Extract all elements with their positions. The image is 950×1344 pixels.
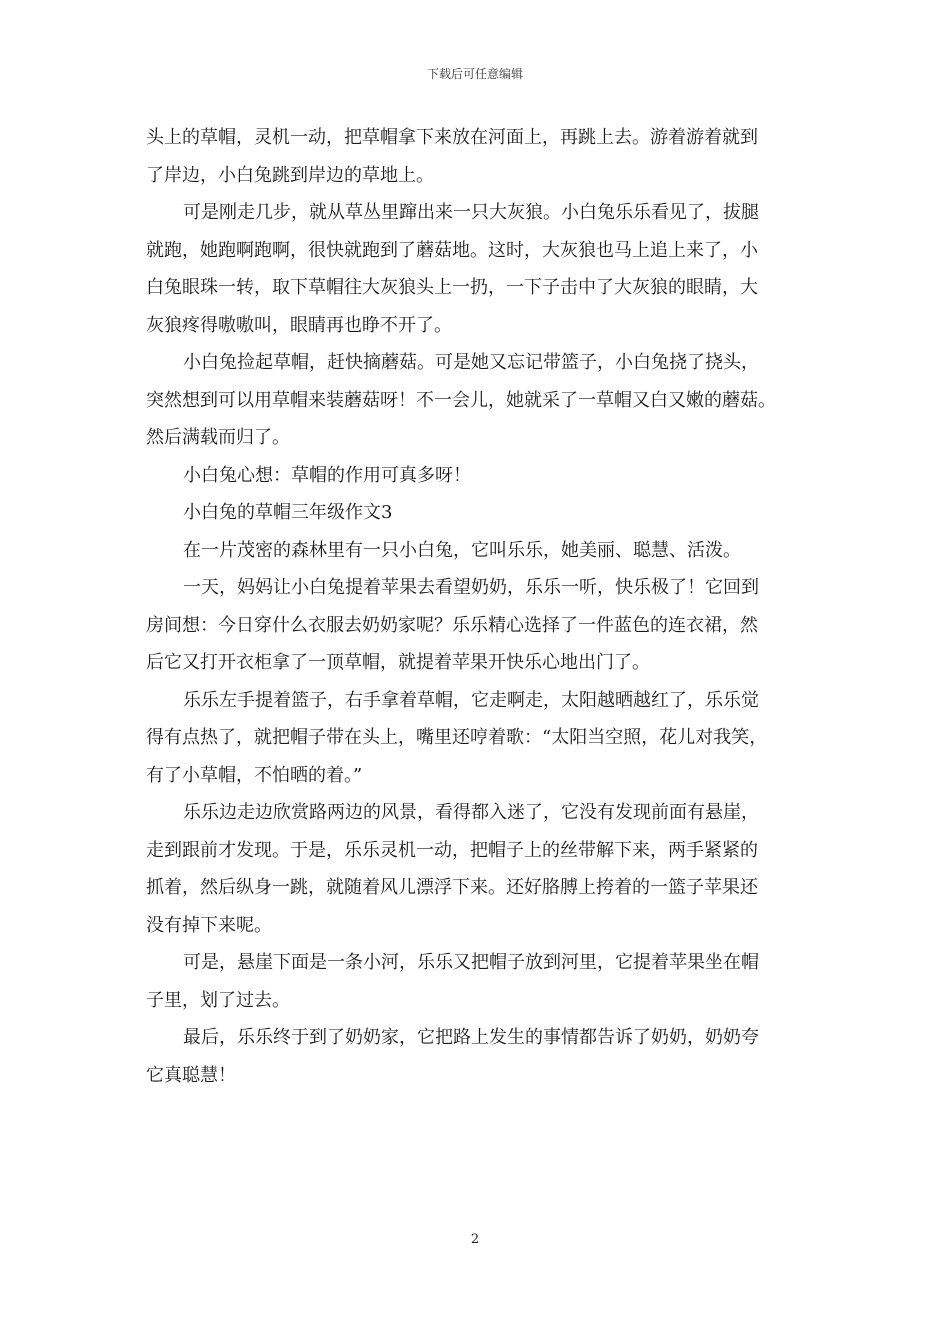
text-line: 有了小草帽，不怕晒的着。” — [146, 764, 363, 786]
text-line: 最后，乐乐终于到了奶奶家，它把路上发生的事情都告诉了奶奶，奶奶夸 — [183, 1027, 759, 1048]
page-header-note: 下载后可任意编辑 — [426, 67, 523, 81]
text-line: 在一片茂密的森林里有一只小白兔，它叫乐乐，她美丽、聪慧、活泼。 — [183, 539, 741, 561]
text-line: 子里，划了过去。 — [146, 989, 290, 1011]
text-line: 了岸边，小白兔跳到岸边的草地上。 — [146, 164, 434, 186]
text-line: 乐乐边走边欣赏路两边的风景，看得都入迷了，它没有发现前面有悬崖， — [183, 802, 759, 823]
text-line: 走到跟前才发现。于是，乐乐灵机一动，把帽子上的丝带解下来，两手紧紧的 — [146, 839, 758, 861]
text-line: 房间想：今日穿什么衣服去奶奶家呢？乐乐精心选择了一件蓝色的连衣裙，然 — [146, 614, 758, 636]
text-line: 白兔眼珠一转，取下草帽往大灰狼头上一扔，一下子击中了大灰狼的眼睛，大 — [146, 277, 758, 298]
text-line: 就跑，她跑啊跑啊，很快就跑到了蘑菇地。这时，大灰狼也马上追上来了，小 — [146, 239, 758, 261]
text-line: 抓着，然后纵身一跳，就随着风儿漂浮下来。还好胳膊上挎着的一篮子苹果还 — [146, 877, 758, 898]
document-body — [146, 119, 814, 1094]
text-line: 突然想到可以用草帽来装蘑菇呀！不一会儿，她就采了一草帽又白又嫩的蘑菇。 — [146, 389, 776, 411]
text-line: 它真聪慧！ — [146, 1064, 236, 1086]
text-line: 小白兔捡起草帽，赶快摘蘑菇。可是她又忘记带篮子，小白兔挠了挠头， — [183, 352, 759, 373]
section-heading: 小白兔的草帽三年级作文3 — [183, 502, 393, 523]
text-line: 没有掉下来呢。 — [146, 914, 272, 936]
text-line: 小白兔心想：草帽的作用可真多呀！ — [183, 464, 471, 486]
text-line: 一天，妈妈让小白兔提着苹果去看望奶奶，乐乐一听，快乐极了！它回到 — [183, 577, 759, 598]
text-line: 后它又打开衣柜拿了一顶草帽，就提着苹果开快乐心地出门了。 — [146, 652, 650, 673]
page-number: 2 — [470, 1232, 480, 1247]
text-line: 得有点热了，就把帽子带在头上，嘴里还哼着歌：“太阳当空照，花儿对我笑， — [146, 727, 768, 748]
text-line: 灰狼疼得嗷嗷叫，眼睛再也睁不开了。 — [146, 314, 452, 336]
text-line: 可是，悬崖下面是一条小河，乐乐又把帽子放到河里，它提着苹果坐在帽 — [183, 952, 759, 973]
text-line: 然后满载而归了。 — [146, 427, 290, 448]
text-line: 头上的草帽，灵机一动，把草帽拿下来放在河面上，再跳上去。游着游着就到 — [146, 127, 758, 148]
text-line: 可是刚走几步，就从草丛里蹿出来一只大灰狼。小白兔乐乐看见了，拔腿 — [183, 202, 759, 223]
text-line: 乐乐左手提着篮子，右手拿着草帽，它走啊走，太阳越晒越红了，乐乐觉 — [183, 689, 759, 711]
